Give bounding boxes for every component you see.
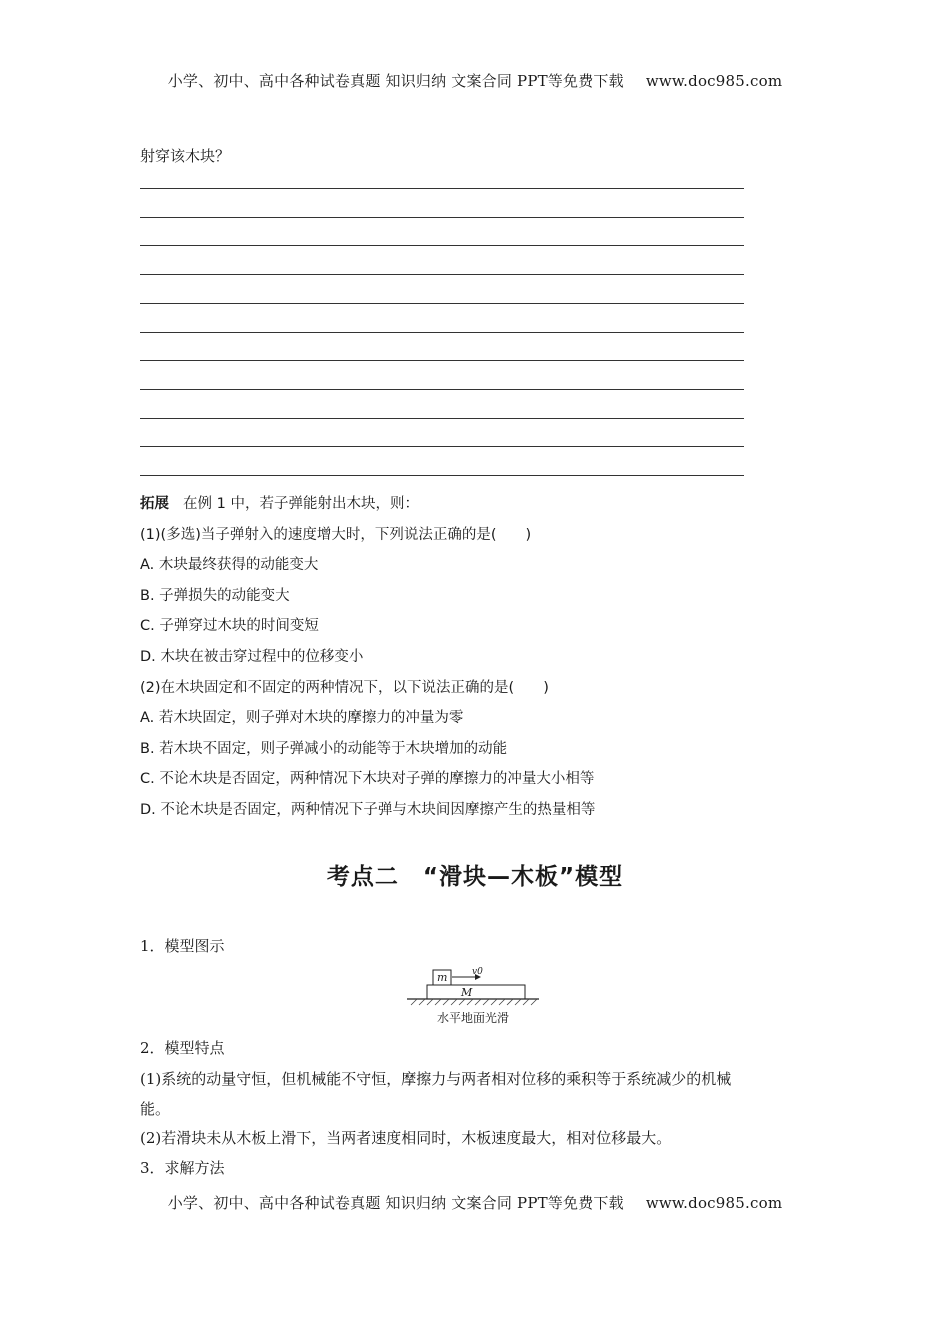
answer-line	[140, 389, 744, 390]
ground-label: 水平地面光滑	[436, 1011, 509, 1025]
extension-heading	[140, 492, 419, 513]
block-board-figure	[405, 965, 541, 1027]
page-header	[0, 70, 950, 91]
header-text: 小学、初中、高中各种试卷真题 知识归纳 文案合同 PPT等免费下载	[167, 72, 624, 90]
answer-line	[140, 274, 744, 275]
answer-line	[140, 245, 744, 246]
answer-line	[140, 188, 744, 189]
feature-point-1-cont: 能。	[140, 1100, 171, 1118]
answer-line	[140, 217, 744, 218]
q1-option: C. 子弹穿过木块的时间变短	[140, 618, 319, 634]
q2-option: D. 不论木块是否固定，两种情况下子弹与木块间因摩擦产生的热量相等	[140, 802, 596, 818]
answer-line	[140, 360, 744, 361]
answer-line	[140, 332, 744, 333]
header-url: www.doc985.com	[645, 72, 783, 90]
answer-line	[140, 303, 744, 304]
footer-text: 小学、初中、高中各种试卷真题 知识归纳 文案合同 PPT等免费下载	[167, 1194, 624, 1212]
q2-option: A. 若木块固定，则子弹对木块的摩擦力的冲量为零	[140, 710, 464, 726]
ground-hatch	[411, 999, 537, 1005]
q2-stem: (2)在木块固定和不固定的两种情况下，以下说法正确的是( )	[140, 680, 549, 696]
q1-option: B. 子弹损失的动能变大	[140, 588, 290, 604]
feature-point-2: (2)若滑块未从木板上滑下，当两者速度相同时，木板速度最大，相对位移最大。	[140, 1129, 672, 1147]
q1-option: D. 木块在被击穿过程中的位移变小	[140, 649, 364, 665]
answer-line	[140, 446, 744, 447]
question-tail: 射穿该木块？	[140, 147, 231, 165]
answer-line	[140, 418, 744, 419]
block-label: m	[437, 971, 448, 984]
page-footer	[0, 1192, 950, 1213]
item-solution-method: 3．求解方法	[140, 1159, 225, 1177]
board-rect	[427, 985, 525, 999]
q1-stem: (1)(多选)当子弹射入的速度增大时，下列说法正确的是( )	[140, 527, 532, 543]
velocity-label: v0	[472, 967, 483, 977]
feature-point-1: (1)系统的动量守恒，但机械能不守恒，摩擦力与两者相对位移的乘积等于系统减少的机械	[140, 1070, 732, 1088]
block-board-diagram	[405, 965, 541, 1009]
q2-option: B. 若木块不固定，则子弹减小的动能等于木块增加的动能	[140, 741, 508, 757]
item-model-features: 2．模型特点	[140, 1039, 225, 1057]
board-label: M	[461, 986, 473, 999]
q2-option: C. 不论木块是否固定，两种情况下木块对子弹的摩擦力的冲量大小相等	[140, 771, 595, 787]
item-model-figure: 1．模型图示	[140, 937, 225, 955]
section-title: 考点二 “滑块—木板”模型	[326, 864, 624, 890]
footer-url: www.doc985.com	[645, 1194, 783, 1212]
q1-option: A. 木块最终获得的动能变大	[140, 557, 319, 573]
answer-line	[140, 475, 744, 476]
extension-intro: 在例 1 中，若子弹能射出木块，则：	[183, 496, 419, 512]
extension-label: 拓展	[140, 496, 169, 512]
